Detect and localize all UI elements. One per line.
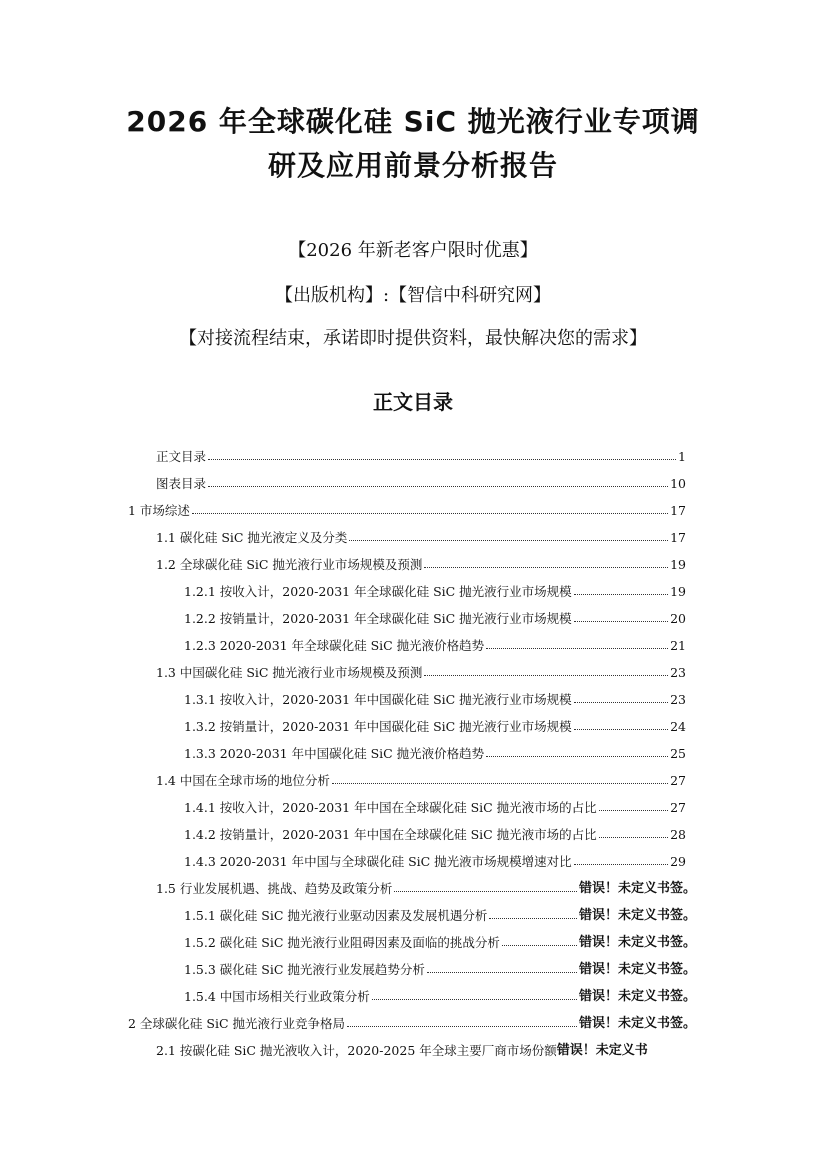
toc-entry-page: 29: [670, 853, 686, 869]
toc-entry[interactable]: [156, 875, 696, 895]
toc-entry-title: 1.4.3 2020-2031 年中国与全球碳化硅 SiC 抛光液市场规模增速对比: [184, 853, 572, 869]
toc-entry[interactable]: [156, 659, 686, 679]
toc-entry-page: 27: [670, 799, 686, 815]
toc-leader-dots: [599, 810, 668, 811]
toc-entry-page: 21: [670, 637, 686, 653]
toc-entry-title: 1.4.2 按销量计，2020-2031 年中国在全球碳化硅 SiC 抛光液市场的占比: [184, 826, 597, 842]
toc-entry-title: 1.5.4 中国市场相关行业政策分析: [184, 988, 370, 1004]
toc-entry-title: 1.2.3 2020-2031 年全球碳化硅 SiC 抛光液价格趋势: [184, 637, 485, 653]
toc-entry-title: 2.1 按碳化硅 SiC 抛光液收入计，2020-2025 年全球主要厂商市场份额: [156, 1042, 557, 1058]
toc-entry-page-error: 错误！未定义书签。: [578, 881, 696, 896]
toc-entry-page: 24: [670, 718, 686, 734]
toc-entry-page: 23: [670, 691, 686, 707]
toc-entry-title: 1.2 全球碳化硅 SiC 抛光液行业市场规模及预测: [156, 556, 423, 572]
toc-entry-title: 1.5.1 碳化硅 SiC 抛光液行业驱动因素及发展机遇分析: [184, 907, 488, 923]
toc-entry[interactable]: [184, 902, 696, 922]
toc-leader-dots: [332, 783, 668, 784]
toc-leader-dots: [489, 918, 577, 919]
toc-entry-page-error: 错误！未定义书签。: [578, 1016, 696, 1031]
toc-entry-title: 1 市场综述: [128, 502, 190, 518]
toc-entry-title: 图表目录: [156, 475, 207, 491]
toc-entry-title: 1.5.2 碳化硅 SiC 抛光液行业阻碍因素及面临的挑战分析: [184, 934, 500, 950]
toc-entry-title: 1.3.3 2020-2031 年中国碳化硅 SiC 抛光液价格趋势: [184, 745, 485, 761]
toc-entry[interactable]: [184, 821, 686, 841]
promise-line: 【对接流程结束，承诺即时提供资料，最快解决您的需求】: [179, 328, 647, 349]
toc-leader-dots: [599, 837, 668, 838]
toc-leader-dots: [349, 540, 668, 541]
toc-entry-page-error: 错误！未定义书签。: [578, 962, 696, 977]
toc-entry-title: 1.5 行业发展机遇、挑战、趋势及政策分析: [156, 880, 393, 896]
report-title-line-2: 研及应用前景分析报告: [267, 149, 558, 182]
toc-entry[interactable]: [184, 848, 686, 868]
toc-entry-title: 1.2.2 按销量计，2020-2031 年全球碳化硅 SiC 抛光液行业市场规模: [184, 610, 572, 626]
toc-leader-dots: [192, 513, 668, 514]
toc-entry[interactable]: [156, 443, 686, 463]
toc-entry-title: 正文目录: [156, 448, 207, 464]
toc-entry-title: 1.4.1 按收入计，2020-2031 年中国在全球碳化硅 SiC 抛光液市场的占比: [184, 799, 597, 815]
toc-entry-page: 1: [678, 448, 686, 464]
toc-leader-dots: [574, 594, 668, 595]
toc-leader-dots: [394, 891, 577, 892]
toc-entry-title: 1.4 中国在全球市场的地位分析: [156, 772, 330, 788]
toc-leader-dots: [574, 621, 668, 622]
promo-line: 【2026 年新老客户限时优惠】: [288, 240, 538, 261]
report-title-line-1: 2026 年全球碳化硅 SiC 抛光液行业专项调: [126, 105, 700, 138]
toc-entry[interactable]: [128, 497, 686, 517]
toc-entry-page: 25: [670, 745, 686, 761]
toc-entry-page: 28: [670, 826, 686, 842]
toc-entry[interactable]: [156, 1037, 704, 1057]
toc-entry-title: 1.3.1 按收入计，2020-2031 年中国碳化硅 SiC 抛光液行业市场规模: [184, 691, 572, 707]
toc-entry-page-error: 错误！未定义书签。: [578, 989, 696, 1004]
toc-entry-page: 27: [670, 772, 686, 788]
toc-heading: 正文目录: [373, 390, 453, 414]
toc-entry-page: 19: [670, 583, 686, 599]
toc-entry-page: 17: [670, 502, 686, 518]
toc-entry-page: 19: [670, 556, 686, 572]
toc-entry[interactable]: [184, 929, 696, 949]
toc-leader-dots: [574, 864, 668, 865]
toc-entry[interactable]: [184, 713, 686, 733]
toc-leader-dots: [347, 1026, 577, 1027]
toc-entry[interactable]: [184, 740, 686, 760]
toc-entry-page: 23: [670, 664, 686, 680]
toc-entry-title: 1.3 中国碳化硅 SiC 抛光液行业市场规模及预测: [156, 664, 423, 680]
toc-entry-page-error: 错误！未定义书签。: [578, 935, 696, 950]
toc-leader-dots: [427, 972, 577, 973]
toc-leader-dots: [486, 756, 668, 757]
toc-entry[interactable]: [184, 794, 686, 814]
toc-entry[interactable]: [156, 767, 686, 787]
toc-entry-title: 1.2.1 按收入计，2020-2031 年全球碳化硅 SiC 抛光液行业市场规模: [184, 583, 572, 599]
toc-entry-title: 2 全球碳化硅 SiC 抛光液行业竞争格局: [128, 1015, 345, 1031]
toc-leader-dots: [424, 567, 668, 568]
toc-entry[interactable]: [184, 632, 686, 652]
toc-entry[interactable]: [184, 956, 696, 976]
toc-entry[interactable]: [184, 605, 686, 625]
toc-entry[interactable]: [156, 551, 686, 571]
toc-leader-dots: [574, 729, 668, 730]
toc-leader-dots: [502, 945, 577, 946]
toc-entry[interactable]: [156, 470, 686, 490]
toc-entry-page: 10: [670, 475, 686, 491]
toc-entry-page-error: 错误！未定义书: [556, 1043, 648, 1058]
toc-entry[interactable]: [128, 1010, 696, 1030]
toc-entry-page-error: 错误！未定义书签。: [578, 908, 696, 923]
toc-entry[interactable]: [184, 983, 696, 1003]
toc-entry-page: 17: [670, 529, 686, 545]
toc-leader-dots: [486, 648, 668, 649]
toc-entry-title: 1.1 碳化硅 SiC 抛光液定义及分类: [156, 529, 348, 545]
toc-leader-dots: [424, 675, 668, 676]
toc-entry-title: 1.3.2 按销量计，2020-2031 年中国碳化硅 SiC 抛光液行业市场规模: [184, 718, 572, 734]
toc-entry[interactable]: [184, 686, 686, 706]
publisher-line: 【出版机构】:【智信中科研究网】: [274, 285, 552, 306]
toc-leader-dots: [208, 459, 676, 460]
toc-entry-page: 20: [670, 610, 686, 626]
toc-leader-dots: [372, 999, 577, 1000]
toc-entry[interactable]: [156, 524, 686, 544]
toc-leader-dots: [574, 702, 668, 703]
toc-entry[interactable]: [184, 578, 686, 598]
toc-leader-dots: [208, 486, 668, 487]
toc-entry-title: 1.5.3 碳化硅 SiC 抛光液行业发展趋势分析: [184, 961, 425, 977]
